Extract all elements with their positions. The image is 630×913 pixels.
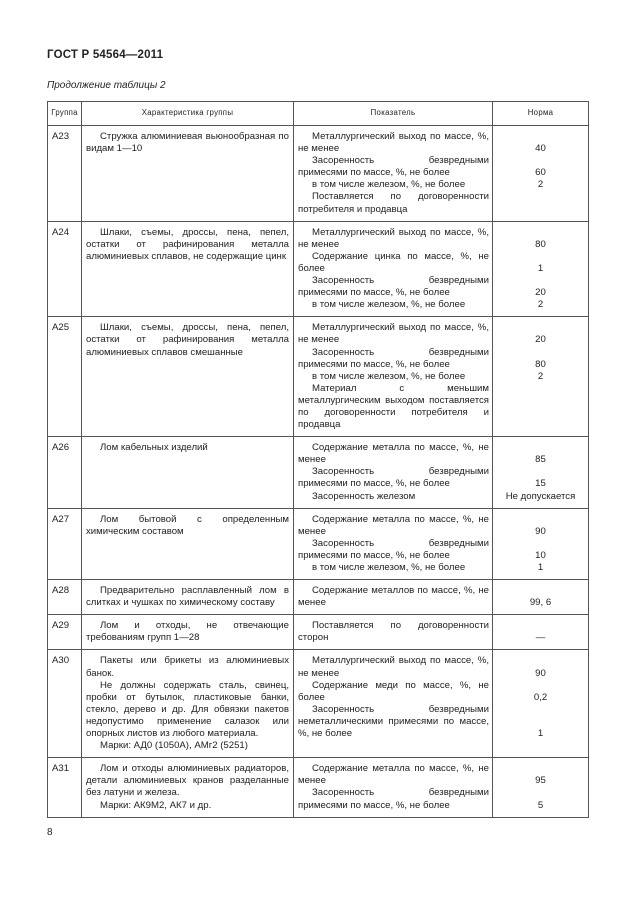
indicator-line: Содержание меди по массе, %, не более	[298, 679, 489, 703]
norm-block	[493, 131, 588, 155]
norm-block	[493, 371, 588, 383]
norm-block	[493, 763, 588, 787]
indicator-line: Металлургический выход по массе, %, не менее	[298, 226, 489, 250]
column-header-indicator: Показатель	[294, 102, 493, 126]
indicator-line: Поставляется по договоренности потребителя и продавца	[298, 191, 489, 215]
indicator-line: Засоренность безвредными неметаллическими примесями по массе, %, не более	[298, 703, 489, 740]
indicator-line: в том числе железом, %, не более	[312, 370, 466, 382]
indicator-cell	[294, 615, 493, 650]
norm-value: Не допускается	[505, 490, 576, 502]
norm-value: 1	[537, 562, 544, 574]
norm-value: 90	[535, 525, 546, 537]
indicator-line: Содержание металла по массе, %, не менее	[298, 763, 489, 787]
indicator-line: Содержание металла по массе, %, не менее	[298, 442, 489, 466]
group-cell: А30	[48, 650, 82, 758]
norm-value: 90	[535, 667, 546, 679]
table-row	[48, 508, 589, 579]
norm-block	[493, 227, 588, 251]
norm-value: 5	[537, 799, 544, 811]
characteristic-cell	[82, 317, 294, 437]
norm-value: 85	[535, 454, 546, 466]
indicator-cell	[294, 317, 493, 437]
indicator-cell	[294, 508, 493, 579]
norm-block	[493, 655, 588, 679]
indicator-line: Содержание металла по массе, %, не менее	[298, 513, 489, 537]
table-row	[48, 221, 589, 317]
group-cell: А28	[48, 580, 82, 615]
indicator-line: в том числе железом, %, не более	[312, 562, 466, 574]
norm-block	[493, 620, 588, 644]
group-cell: А25	[48, 317, 82, 437]
table-continuation-caption: Продолжение таблицы 2	[47, 80, 166, 91]
characteristic-cell	[82, 126, 294, 222]
indicator-line: Засоренность безвредными примесями по массе, %, не более	[298, 346, 489, 370]
norm-cell	[493, 437, 589, 508]
norm-block	[493, 680, 588, 704]
indicator-line: Поставляется по договоренности сторон	[298, 620, 489, 644]
table-row	[48, 126, 589, 222]
group-cell: А24	[48, 221, 82, 317]
norm-block	[493, 538, 588, 562]
indicator-line: Засоренность безвредными примесями по массе, %, не более	[298, 466, 489, 490]
characteristic-paragraph: Лом кабельных изделий	[100, 442, 208, 454]
column-header-norm: Норма	[493, 102, 589, 126]
norm-cell	[493, 580, 589, 615]
norm-value: 60	[535, 167, 546, 179]
norm-value: 15	[535, 478, 546, 490]
norm-cell	[493, 317, 589, 437]
column-header-characteristic: Характеристика группы	[82, 102, 294, 126]
characteristic-paragraph: Не должны содержать сталь, свинец, пробки от бутылок, пластиковые банки, стекло, дерево и др. Для обвязки пакетов недопустимо применение салазок или опорных листов из любого материала.	[86, 679, 289, 740]
characteristic-cell	[82, 758, 294, 817]
characteristic-cell	[82, 221, 294, 317]
norm-block	[493, 585, 588, 609]
norm-value: 0,2	[533, 691, 548, 703]
norm-value: 80	[535, 238, 546, 250]
characteristic-paragraph: Лом и отходы алюминиевых радиаторов, детали алюминиевых кранов разделанные без латуни и железа.	[86, 763, 289, 799]
group-cell: А29	[48, 615, 82, 650]
indicator-line: Металлургический выход по массе, %, не менее	[298, 131, 489, 155]
indicator-cell	[294, 580, 493, 615]
characteristic-paragraph: Марки: АД0 (1050А), АМг2 (5251)	[100, 740, 248, 752]
indicator-line: Засоренность безвредными примесями по массе, %, не более	[298, 537, 489, 561]
group-cell: А23	[48, 126, 82, 222]
characteristic-paragraph: Марки: АК9М2, АК7 и др.	[100, 799, 212, 811]
indicator-line: Засоренность безвредными примесями по массе, %, не более	[298, 155, 489, 179]
table-body	[48, 126, 589, 818]
norm-cell	[493, 126, 589, 222]
indicator-line: Содержание металлов по массе, %, не менее	[298, 585, 489, 609]
table-row	[48, 317, 589, 437]
norm-value: 2	[537, 299, 544, 311]
norm-value: 95	[535, 775, 546, 787]
norms-table	[47, 101, 589, 818]
characteristic-paragraph: Шлаки, съемы, дроссы, пена, пепел, остатки от рафинирования металла алюминиевых сплавов смешанные	[86, 322, 289, 358]
document-header: ГОСТ Р 54564—2011	[47, 49, 164, 61]
table-row	[48, 437, 589, 508]
indicator-cell	[294, 437, 493, 508]
norm-value: 2	[537, 370, 544, 382]
characteristic-paragraph: Шлаки, съемы, дроссы, пена, пепел, остатки от рафинирования металла алюминиевых сплавов, не содержащие цинк	[86, 226, 289, 262]
norm-cell	[493, 758, 589, 817]
norm-value: 1	[537, 262, 544, 274]
table-row	[48, 580, 589, 615]
norm-value: 99, 6	[529, 597, 552, 609]
norm-block	[493, 442, 588, 466]
table-row	[48, 650, 589, 758]
characteristic-paragraph: Пакеты или брикеты из алюминиевых банок.	[86, 655, 289, 679]
indicator-cell	[294, 126, 493, 222]
norm-value: 10	[535, 549, 546, 561]
characteristic-paragraph: Лом бытовой с определенным химическим составом	[86, 513, 289, 537]
indicator-cell	[294, 221, 493, 317]
norm-cell	[493, 508, 589, 579]
page-number: 8	[47, 827, 53, 838]
norm-value: 20	[535, 334, 546, 346]
indicator-line: Металлургический выход по массе, %, не менее	[298, 322, 489, 346]
norm-block	[493, 562, 588, 574]
norm-block	[493, 347, 588, 371]
norm-value: 40	[535, 143, 546, 155]
group-cell: А31	[48, 758, 82, 817]
characteristic-cell	[82, 437, 294, 508]
norm-block	[493, 466, 588, 490]
norm-cell	[493, 615, 589, 650]
characteristic-cell	[82, 615, 294, 650]
characteristic-cell	[82, 508, 294, 579]
indicator-cell	[294, 758, 493, 817]
indicator-cell	[294, 650, 493, 758]
table-header-row	[48, 102, 589, 126]
group-cell: А27	[48, 508, 82, 579]
column-header-group: Группа	[48, 102, 82, 126]
norm-block	[493, 179, 588, 191]
indicator-line: Материал с меньшим металлургическим выходом поставляется по договоренности потребителя и продавца	[298, 382, 489, 431]
norm-block	[493, 704, 588, 740]
norm-value: 2	[537, 179, 544, 191]
characteristic-paragraph: Стружка алюминиевая вьюнообразная по видам 1—10	[86, 131, 289, 155]
norm-block	[493, 299, 588, 311]
norm-block	[493, 787, 588, 811]
indicator-line: Засоренность железом	[312, 490, 416, 502]
indicator-line: в том числе железом, %, не более	[312, 179, 466, 191]
table-row	[48, 615, 589, 650]
characteristic-cell	[82, 580, 294, 615]
indicator-line: Засоренность безвредными примесями по массе, %, не более	[298, 787, 489, 811]
indicator-line: в том числе железом, %, не более	[312, 299, 466, 311]
norm-block	[493, 322, 588, 346]
norm-block	[493, 491, 588, 503]
norm-block	[493, 514, 588, 538]
norm-block	[493, 251, 588, 275]
norm-cell	[493, 221, 589, 317]
table-row	[48, 758, 589, 817]
norm-block	[493, 275, 588, 299]
group-cell: А26	[48, 437, 82, 508]
norm-cell	[493, 650, 589, 758]
characteristic-paragraph: Лом и отходы, не отвечающие требованиям групп 1—28	[86, 620, 289, 644]
indicator-line: Металлургический выход по массе, %, не менее	[298, 655, 489, 679]
norm-block	[493, 383, 588, 431]
norm-value: 20	[535, 287, 546, 299]
characteristic-cell	[82, 650, 294, 758]
indicator-line: Содержание цинка по массе, %, не более	[298, 250, 489, 274]
indicator-line: Засоренность безвредными примесями по массе, %, не более	[298, 275, 489, 299]
norm-block	[493, 155, 588, 179]
norm-block	[493, 191, 588, 215]
norm-value: —	[535, 632, 546, 644]
characteristic-paragraph: Предварительно расплавленный лом в слитках и чушках по химическому составу	[86, 585, 289, 609]
norm-value: 80	[535, 358, 546, 370]
norm-value: 1	[537, 728, 544, 740]
